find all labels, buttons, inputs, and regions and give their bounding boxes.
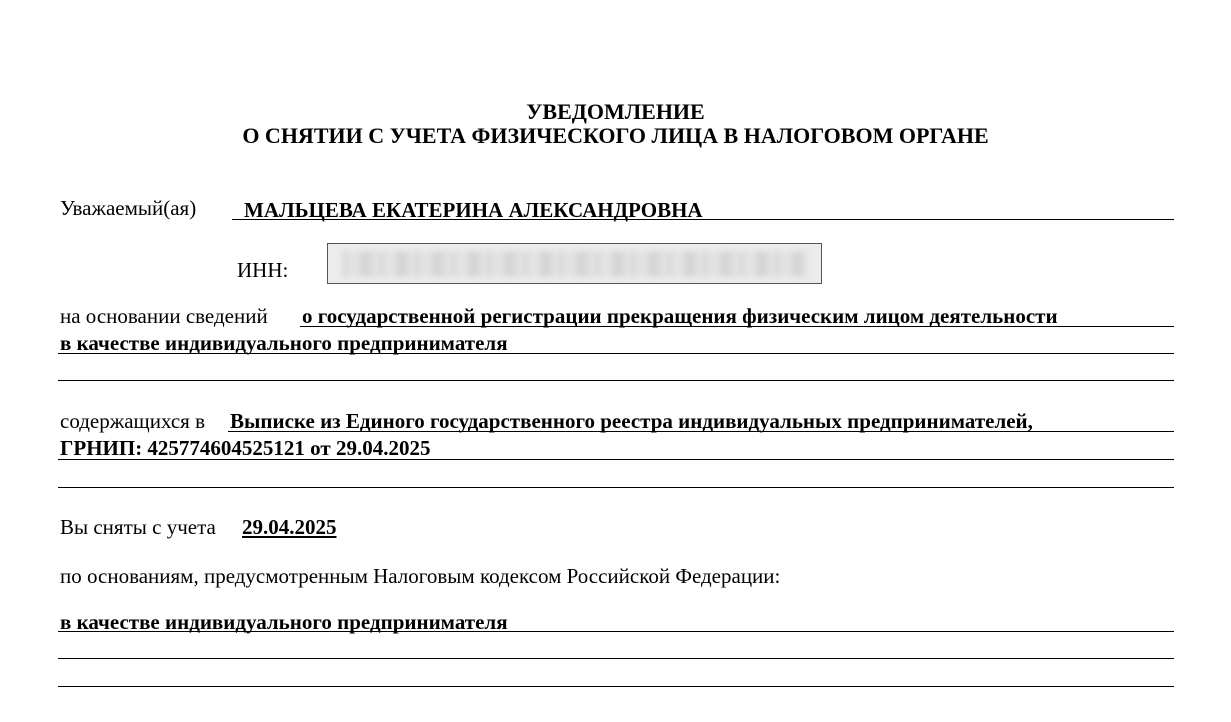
grounds-text: в качестве индивидуального предпринимателя <box>60 610 508 634</box>
grounds-label: по основаниям, предусмотренным Налоговым кодексом Российской Федерации: <box>60 564 781 588</box>
basis-underline-3 <box>58 380 1174 381</box>
contained-label: содержащихся в <box>60 409 206 433</box>
basis-text-line1: о государственной регистрации прекращения физическим лицом деятельности <box>302 304 1058 328</box>
inn-redacted-field <box>327 243 822 284</box>
source-text-line2: ГРНИП: 425774604525121 от 29.04.2025 <box>60 436 431 460</box>
grounds-underline-2 <box>58 658 1174 659</box>
grounds-underline-3 <box>58 686 1174 687</box>
source-underline-2 <box>58 459 1174 460</box>
inn-label: ИНН: <box>237 258 289 282</box>
deregistered-date: 29.04.2025 <box>242 515 337 539</box>
person-name: МАЛЬЦЕВА ЕКАТЕРИНА АЛЕКСАНДРОВНА <box>244 198 703 222</box>
source-underline-1 <box>228 431 1174 432</box>
inn-blur-mask <box>342 251 807 277</box>
basis-text-line2: в качестве индивидуального предпринимателя <box>60 331 508 355</box>
deregistered-label: Вы сняты с учета <box>60 515 216 539</box>
basis-underline-2 <box>58 353 1174 354</box>
document-subtitle: О СНЯТИИ С УЧЕТА ФИЗИЧЕСКОГО ЛИЦА В НАЛОГОВОМ ОРГАНЕ <box>242 123 989 148</box>
source-underline-3 <box>58 487 1174 488</box>
document-title: УВЕДОМЛЕНИЕ <box>526 99 705 124</box>
grounds-underline-1 <box>58 631 1174 632</box>
basis-label: на основании сведений <box>60 304 268 328</box>
greeting-label: Уважаемый(ая) <box>60 196 197 220</box>
name-underline <box>232 219 1174 220</box>
basis-underline-1 <box>300 326 1174 327</box>
source-text-line1: Выписке из Единого государственного реестра индивидуальных предпринимателей, <box>230 409 1033 433</box>
